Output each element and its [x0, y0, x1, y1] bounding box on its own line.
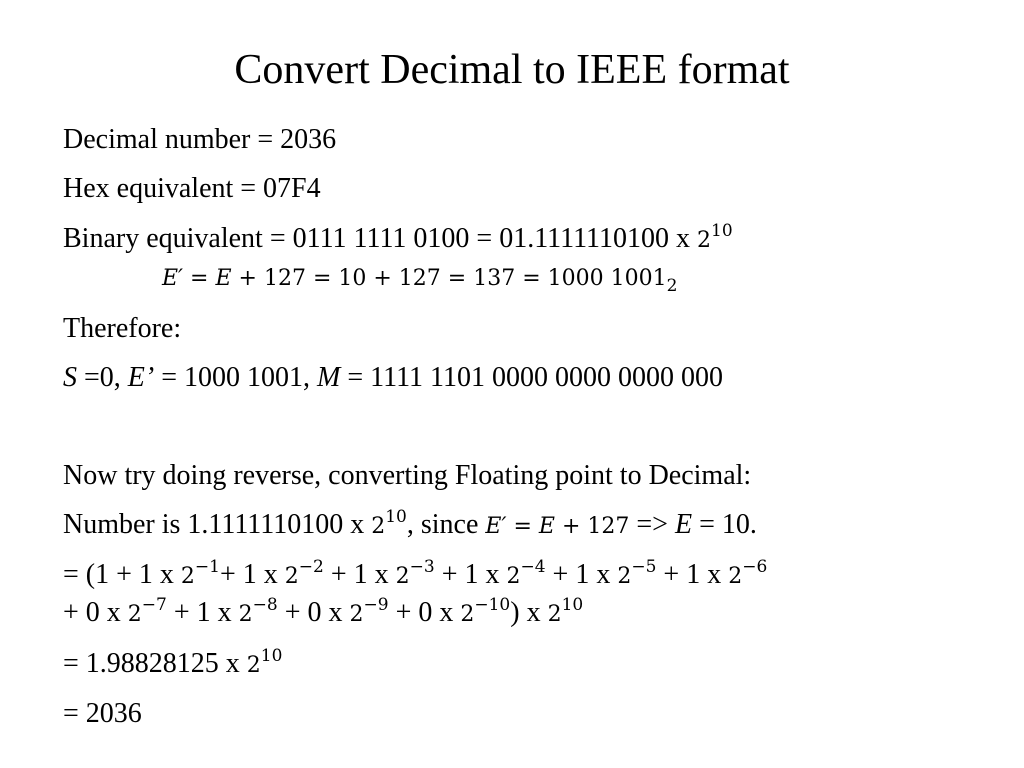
- two-base: 2: [246, 653, 261, 678]
- sum2-d: + 0 x: [388, 597, 461, 628]
- reverse-line: Now try doing reverse, converting Floating point to Decimal:: [63, 460, 752, 491]
- fields-line: [63, 361, 723, 395]
- mantissa-value: = 1111 1101 0000 0000 0000 000: [340, 362, 723, 393]
- exp-m2: −2: [298, 557, 324, 577]
- exp-m3: −3: [409, 557, 435, 577]
- eq-eprime: E′: [162, 266, 184, 291]
- binary-text: Binary equivalent = 0111 1111 0100 = 01.1111110100 x: [63, 223, 698, 254]
- two-base: 2: [395, 564, 410, 589]
- two-base: 2: [238, 602, 253, 627]
- sum1-b: + 1 x: [219, 559, 285, 590]
- eq-subscript: 2: [666, 276, 678, 296]
- number-eq: =: [506, 514, 539, 539]
- number-e2: E: [674, 509, 693, 540]
- eq-mid: =: [183, 266, 216, 291]
- hex-line: Hex equivalent = 07F4: [63, 173, 321, 204]
- two-base: 2: [127, 602, 142, 627]
- exp-m7: −7: [141, 595, 167, 615]
- two-base: 2: [284, 564, 299, 589]
- sum1-f: + 1 x: [656, 559, 729, 590]
- two-base: 2: [617, 564, 632, 589]
- final-line: = 2036: [63, 698, 142, 729]
- sign-value: =0,: [77, 362, 128, 393]
- exponent-value: = 1000 1001,: [154, 362, 318, 393]
- binary-line: [63, 222, 733, 258]
- exp-m1: −1: [194, 557, 220, 577]
- sum2-e: ) x: [510, 597, 548, 628]
- number-e: E: [538, 514, 555, 539]
- eq-e: E: [215, 266, 232, 291]
- sign-symbol: S: [63, 362, 77, 393]
- exp-10: 10: [260, 646, 283, 666]
- number-eprime: E′: [485, 514, 507, 539]
- two-base: 2: [349, 602, 364, 627]
- two-base: 2: [728, 564, 743, 589]
- slide-title: Convert Decimal to IEEE format: [234, 47, 790, 93]
- result-line: [63, 647, 282, 683]
- exp-m5: −5: [631, 557, 657, 577]
- number-base: 2: [371, 514, 386, 539]
- number-end: = 10.: [692, 509, 757, 540]
- number-arrow: =>: [629, 509, 675, 540]
- exp-10: 10: [561, 595, 584, 615]
- number-plus: + 127: [554, 514, 630, 539]
- sum1-c: + 1 x: [323, 559, 396, 590]
- number-line: [63, 508, 757, 544]
- sum1-e: + 1 x: [545, 559, 618, 590]
- decimal-line: Decimal number = 2036: [63, 124, 337, 155]
- sum1-a: = (1 + 1 x: [63, 559, 181, 590]
- eq-rest: + 127 = 10 + 127 = 137 = 1000 1001: [231, 266, 667, 291]
- two-base: 2: [460, 602, 475, 627]
- two-base: 2: [180, 564, 195, 589]
- mantissa-symbol: M: [317, 362, 341, 393]
- exp-m4: −4: [520, 557, 546, 577]
- exp-m10: −10: [474, 595, 511, 615]
- exponent-equation: [162, 262, 677, 296]
- binary-base: 2: [697, 228, 712, 253]
- sum2-a: + 0 x: [63, 597, 128, 628]
- sum-line-1: [63, 558, 767, 594]
- number-text: Number is 1.1111110100 x: [63, 509, 372, 540]
- sum1-d: + 1 x: [434, 559, 507, 590]
- exp-m6: −6: [742, 557, 768, 577]
- exp-m9: −9: [363, 595, 389, 615]
- sum2-c: + 0 x: [277, 597, 350, 628]
- result-text: = 1.98828125 x: [63, 648, 247, 679]
- exp-m8: −8: [252, 595, 278, 615]
- sum2-b: + 1 x: [166, 597, 239, 628]
- number-exponent: 10: [385, 507, 407, 527]
- number-since: , since: [406, 509, 486, 540]
- two-base: 2: [547, 602, 562, 627]
- two-base: 2: [506, 564, 521, 589]
- therefore-line: Therefore:: [63, 313, 182, 344]
- exponent-symbol: E’: [127, 362, 155, 393]
- binary-exponent: 10: [711, 221, 733, 241]
- sum-line-2: [63, 596, 583, 632]
